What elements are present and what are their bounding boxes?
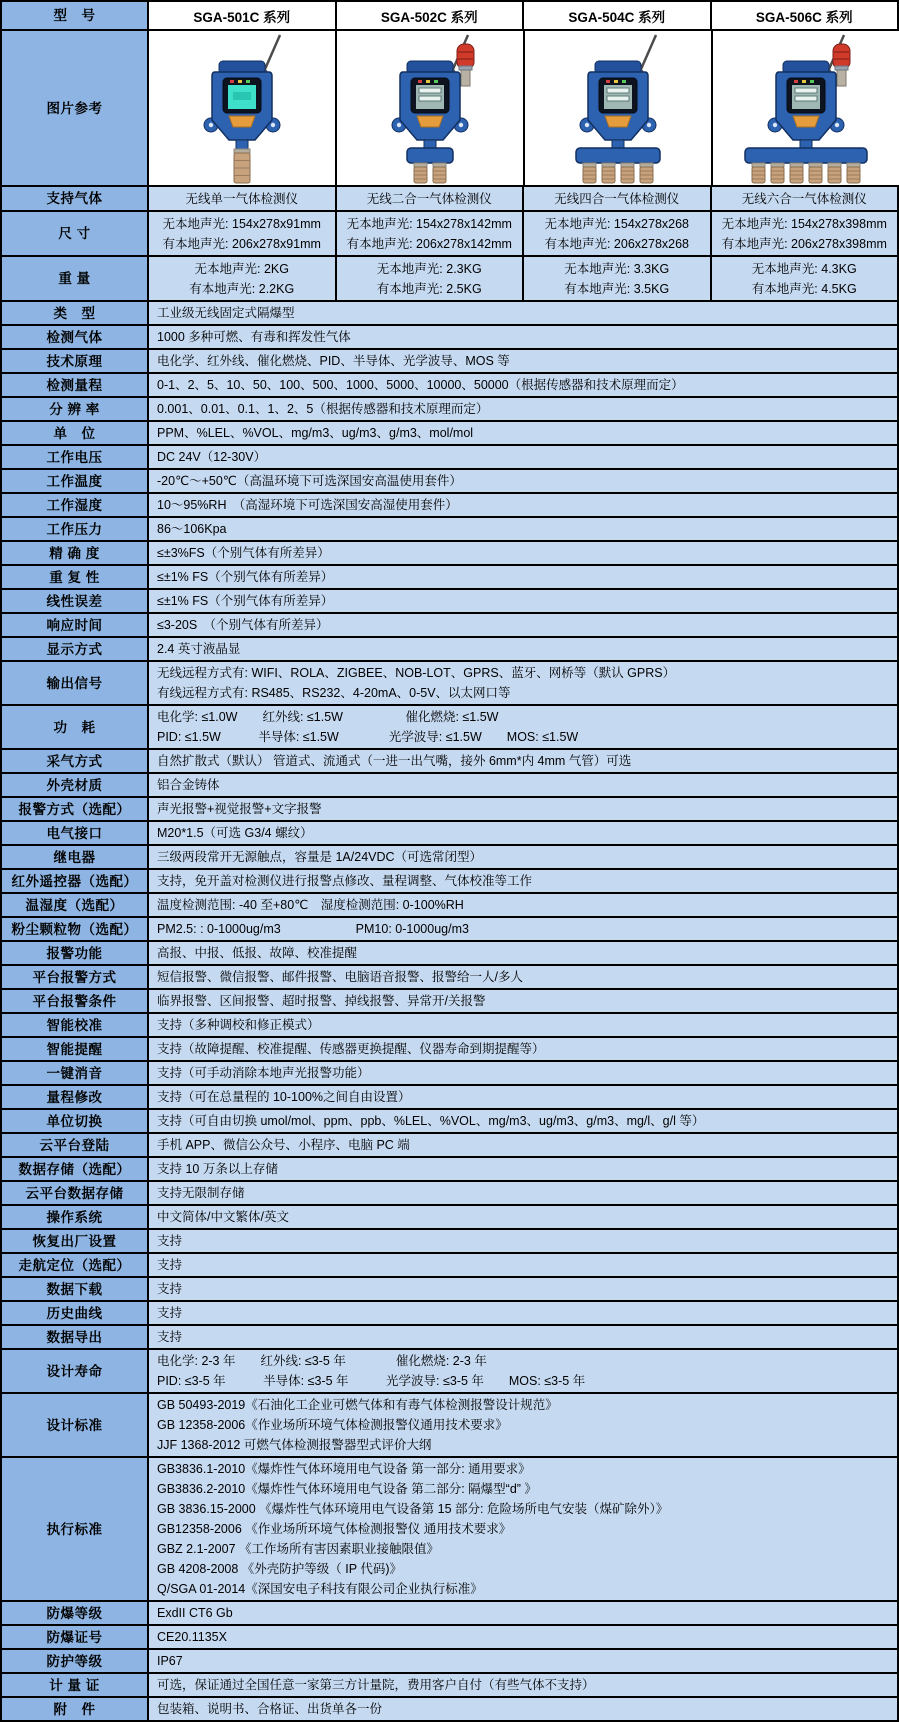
weight-value	[335, 257, 523, 300]
row-value	[147, 1626, 897, 1648]
value-line: 无本地声光: 154x278x398mm	[721, 216, 887, 231]
row-value	[147, 822, 897, 844]
row-value	[147, 1230, 897, 1252]
support-gas-value	[335, 187, 523, 210]
value-line: 包装箱、说明书、合格证、出货单各一份	[157, 1702, 383, 1716]
value-line: 高报、中报、低报、故障、校准提醒	[157, 946, 358, 960]
value-line: PID: ≤1.5W 半导体: ≤1.5W 光学波导: ≤1.5W MOS: ≤1.5W	[157, 730, 579, 744]
spec-row	[2, 492, 897, 516]
row-value	[147, 374, 897, 396]
value-line: GB12358-2006 《作业场所环境气体检测报警仪 通用技术要求》	[157, 1522, 512, 1536]
row-value	[147, 1326, 897, 1348]
value-line: 0-1、2、5、10、50、100、500、1000、5000、10000、50000（根据传感器和技术原理而定）	[157, 378, 684, 392]
value-line: 支持	[157, 1234, 183, 1248]
row-value	[147, 1302, 897, 1324]
value-line: 可选，保证通过全国任意一家第三方计量院，费用客户自付（有些气体不支持）	[157, 1678, 595, 1692]
row-value	[147, 846, 897, 868]
row-value	[147, 1698, 897, 1720]
spec-row	[2, 1180, 897, 1204]
spec-row	[2, 820, 897, 844]
row-label: 附 件	[2, 1698, 147, 1720]
value-line: 无线单一气体检测仪	[185, 191, 298, 206]
value-line: DC 24V（12-30V）	[157, 450, 267, 464]
row-value	[147, 614, 897, 636]
row-label: 显示方式	[2, 638, 147, 660]
spec-row	[2, 1648, 897, 1672]
model-header-sga-506c: SGA-506C 系列	[710, 2, 898, 29]
row-label: 走航定位（选配）	[2, 1254, 147, 1276]
value-line: 无本地声光: 2KG	[194, 261, 289, 276]
weight-row	[2, 255, 897, 300]
value-line: 无本地声光: 154x278x142mm	[346, 216, 512, 231]
value-line: 无本地声光: 154x278x268	[544, 216, 689, 231]
value-line: 工业级无线固定式隔爆型	[157, 306, 295, 320]
spec-row	[2, 1060, 897, 1084]
row-label: 功 耗	[2, 706, 147, 748]
product-image-cell	[335, 31, 523, 185]
row-value	[147, 1602, 897, 1624]
value-line: 无本地声光: 4.3KG	[751, 261, 857, 276]
spec-row	[2, 1228, 897, 1252]
value-line: ≤±1% FS（个别气体有所差异）	[157, 570, 334, 584]
row-label: 粉尘颗粒物（选配）	[2, 918, 147, 940]
row-label: 云平台数据存储	[2, 1182, 147, 1204]
value-line: GBZ 2.1-2007 《工作场所有害因素职业接触限值》	[157, 1542, 439, 1556]
value-line: PM2.5: : 0-1000ug/m3 PM10: 0-1000ug/m3	[157, 922, 469, 936]
value-line: 10～95%RH （高湿环境下可选深国安高湿使用套件）	[157, 498, 458, 512]
row-label: 计 量 证	[2, 1674, 147, 1696]
value-line: 有本地声光: 4.5KG	[751, 281, 857, 296]
row-value	[147, 1134, 897, 1156]
spec-row	[2, 1084, 897, 1108]
gas-detector-illustration	[337, 32, 523, 185]
support-gas-value	[710, 187, 898, 210]
value-line: Q/SGA 01-2014《深国安电子科技有限公司企业执行标准》	[157, 1582, 483, 1596]
weight-value	[710, 257, 898, 300]
row-value	[147, 518, 897, 540]
row-value	[147, 1254, 897, 1276]
row-value	[147, 326, 897, 348]
spec-row	[2, 940, 897, 964]
value-line: GB 3836.15-2000 《爆炸性气体环境用电气设备第 15 部分: 危险场所电气安装（煤矿除外）》	[157, 1502, 669, 1516]
spec-row	[2, 704, 897, 748]
value-line: 有本地声光: 206x278x398mm	[721, 236, 887, 251]
row-label: 历史曲线	[2, 1302, 147, 1324]
value-line: 有本地声光: 206x278x91mm	[162, 236, 321, 251]
row-label: 精 确 度	[2, 542, 147, 564]
row-label: 执行标准	[2, 1458, 147, 1600]
spec-row	[2, 324, 897, 348]
product-image-cell	[523, 31, 711, 185]
value-line: GB 50493-2019《石油化工企业可燃气体和有毒气体检测报警设计规范》	[157, 1398, 558, 1412]
row-label-model: 型 号	[2, 2, 147, 29]
spec-row	[2, 612, 897, 636]
spec-row	[2, 372, 897, 396]
support-gas-value	[147, 187, 335, 210]
row-label: 防爆证号	[2, 1626, 147, 1648]
value-line: 手机 APP、微信公众号、小程序、电脑 PC 端	[157, 1138, 410, 1152]
spec-row	[2, 1392, 897, 1456]
spec-row	[2, 1456, 897, 1600]
product-image-cell	[147, 31, 335, 185]
value-line: 电化学: 2-3 年 红外线: ≤3-5 年 催化燃烧: 2-3 年	[157, 1354, 487, 1368]
spec-row	[2, 1276, 897, 1300]
row-label: 报警功能	[2, 942, 147, 964]
spec-row	[2, 916, 897, 940]
row-value	[147, 470, 897, 492]
dimensions-value	[522, 212, 710, 255]
row-value	[147, 1458, 897, 1600]
value-line: 支持无限制存储	[157, 1186, 245, 1200]
row-label: 数据导出	[2, 1326, 147, 1348]
value-line: ExdII CT6 Gb	[157, 1606, 233, 1620]
value-line: 支持（可手动消除本地声光报警功能）	[157, 1066, 370, 1080]
value-line: 无线远程方式有: WIFI、ROLA、ZIGBEE、NOB-LOT、GPRS、蓝牙、网桥等（默认 GPRS）	[157, 666, 676, 680]
row-value	[147, 398, 897, 420]
row-value	[147, 662, 897, 704]
value-line: 有本地声光: 3.5KG	[564, 281, 670, 296]
row-value	[147, 918, 897, 940]
value-line: 支持	[157, 1330, 183, 1344]
value-line: 0.001、0.01、0.1、1、2、5（根据传感器和技术原理而定）	[157, 402, 489, 416]
value-line: 86～106Kpa	[157, 522, 227, 536]
value-line: 声光报警+视觉报警+文字报警	[157, 802, 322, 816]
spec-row	[2, 420, 897, 444]
value-line: 1000 多种可燃、有毒和挥发性气体	[157, 330, 351, 344]
row-label: 检测气体	[2, 326, 147, 348]
row-label: 重 复 性	[2, 566, 147, 588]
value-line: 无本地声光: 2.3KG	[376, 261, 482, 276]
gas-detector-illustration	[525, 32, 711, 185]
row-label: 工作湿度	[2, 494, 147, 516]
row-label: 防爆等级	[2, 1602, 147, 1624]
row-value	[147, 566, 897, 588]
spec-row	[2, 748, 897, 772]
row-value	[147, 542, 897, 564]
row-value	[147, 1206, 897, 1228]
value-line: 2.4 英寸液晶显	[157, 642, 241, 656]
row-value	[147, 1650, 897, 1672]
spec-row	[2, 1036, 897, 1060]
row-label: 工作压力	[2, 518, 147, 540]
row-label: 平台报警条件	[2, 990, 147, 1012]
value-line: 中文简体/中文繁体/英文	[157, 1210, 289, 1224]
row-label: 单 位	[2, 422, 147, 444]
spec-row	[2, 1624, 897, 1648]
spec-row	[2, 660, 897, 704]
spec-row	[2, 868, 897, 892]
spec-row	[2, 796, 897, 820]
gas-detector-illustration	[713, 32, 899, 185]
row-label: 线性误差	[2, 590, 147, 612]
row-value	[147, 590, 897, 612]
row-label: 智能校准	[2, 1014, 147, 1036]
value-line: ≤±1% FS（个别气体有所差异）	[157, 594, 334, 608]
dimensions-value	[710, 212, 898, 255]
spec-row	[2, 516, 897, 540]
value-line: 无线四合一气体检测仪	[554, 191, 680, 206]
row-label: 响应时间	[2, 614, 147, 636]
row-value	[147, 1674, 897, 1696]
value-line: ≤±3%FS（个别气体有所差异）	[157, 546, 330, 560]
value-line: 三级两段常开无源触点，容量是 1A/24VDC（可选常闭型）	[157, 850, 483, 864]
row-label-image: 图片参考	[2, 31, 147, 185]
row-label: 操作系统	[2, 1206, 147, 1228]
value-line: 支持（可在总量程的 10-100%之间自由设置）	[157, 1090, 411, 1104]
row-value	[147, 302, 897, 324]
spec-row	[2, 964, 897, 988]
row-label: 电气接口	[2, 822, 147, 844]
row-value	[147, 894, 897, 916]
spec-row	[2, 892, 897, 916]
value-line: 无本地声光: 154x278x91mm	[162, 216, 321, 231]
value-line: 有本地声光: 206x278x142mm	[346, 236, 512, 251]
row-label: 分 辨 率	[2, 398, 147, 420]
row-value	[147, 1062, 897, 1084]
row-value	[147, 1110, 897, 1132]
spec-row	[2, 564, 897, 588]
row-label: 继电器	[2, 846, 147, 868]
value-line: 电化学: ≤1.0W 红外线: ≤1.5W 催化燃烧: ≤1.5W	[157, 710, 499, 724]
value-line: CE20.1135X	[157, 1630, 227, 1644]
row-label: 采气方式	[2, 750, 147, 772]
row-label: 设计寿命	[2, 1350, 147, 1392]
row-label: 平台报警方式	[2, 966, 147, 988]
row-value	[147, 1158, 897, 1180]
row-value	[147, 638, 897, 660]
model-header-sga-502c: SGA-502C 系列	[335, 2, 523, 29]
row-label: 智能提醒	[2, 1038, 147, 1060]
row-value	[147, 706, 897, 748]
spec-row	[2, 772, 897, 796]
support-gas-value	[522, 187, 710, 210]
value-line: 有本地声光: 206x278x268	[544, 236, 689, 251]
value-line: 有本地声光: 2.5KG	[376, 281, 482, 296]
row-value	[147, 990, 897, 1012]
row-value	[147, 494, 897, 516]
row-label: 云平台登陆	[2, 1134, 147, 1156]
spec-row	[2, 844, 897, 868]
value-line: JJF 1368-2012 可燃气体检测报警器型式评价大纲	[157, 1438, 432, 1452]
spec-row	[2, 1156, 897, 1180]
value-line: GB 4208-2008 《外壳防护等级（ IP 代码)》	[157, 1562, 402, 1576]
row-label: 输出信号	[2, 662, 147, 704]
dimensions-value	[335, 212, 523, 255]
support-gas-row	[2, 185, 897, 210]
value-line: 自然扩散式（默认） 管道式、流通式（一进一出气嘴，接外 6mm*内 4mm 气管）可选	[157, 754, 632, 768]
row-label-support-gas: 支持气体	[2, 187, 147, 210]
value-line: 支持	[157, 1306, 183, 1320]
value-line: 短信报警、微信报警、邮件报警、电脑语音报警、报警给一人/多人	[157, 970, 523, 984]
row-value	[147, 966, 897, 988]
model-header-sga-504c: SGA-504C 系列	[522, 2, 710, 29]
value-line: 支持（故障提醒、校准提醒、传感器更换提醒、仪器寿命到期提醒等）	[157, 1042, 545, 1056]
row-value	[147, 942, 897, 964]
row-value	[147, 1394, 897, 1456]
row-label: 数据下载	[2, 1278, 147, 1300]
row-value	[147, 1014, 897, 1036]
weight-value	[147, 257, 335, 300]
value-line: GB3836.1-2010《爆炸性气体环境用电气设备 第一部分: 通用要求》	[157, 1462, 531, 1476]
spec-row	[2, 444, 897, 468]
value-line: 有本地声光: 2.2KG	[189, 281, 295, 296]
row-value	[147, 1182, 897, 1204]
row-label: 工作温度	[2, 470, 147, 492]
row-label: 技术原理	[2, 350, 147, 372]
spec-row	[2, 348, 897, 372]
spec-row	[2, 636, 897, 660]
spec-row	[2, 540, 897, 564]
row-label: 报警方式（选配）	[2, 798, 147, 820]
value-line: M20*1.5（可选 G3/4 螺纹）	[157, 826, 313, 840]
value-line: 支持，免开盖对检测仪进行报警点修改、量程调整、气体校准等工作	[157, 874, 533, 888]
dimensions-value	[147, 212, 335, 255]
value-line: 支持	[157, 1258, 183, 1272]
row-value	[147, 1038, 897, 1060]
row-label: 温湿度（选配）	[2, 894, 147, 916]
value-line: 温度检测范围: -40 至+80℃ 湿度检测范围: 0-100%RH	[157, 898, 464, 912]
row-label: 检测量程	[2, 374, 147, 396]
spec-row	[2, 1012, 897, 1036]
value-line: 支持 10 万条以上存储	[157, 1162, 278, 1176]
value-line: PPM、%LEL、%VOL、mg/m3、ug/m3、g/m3、mol/mol	[157, 426, 474, 440]
row-label: 单位切换	[2, 1110, 147, 1132]
value-line: PID: ≤3-5 年 半导体: ≤3-5 年 光学波导: ≤3-5 年 MOS: ≤3-5 年	[157, 1374, 586, 1388]
row-value	[147, 446, 897, 468]
spec-row	[2, 1324, 897, 1348]
value-line: 有线远程方式有: RS485、RS232、4-20mA、0-5V、以太网口等	[157, 686, 511, 700]
row-value	[147, 870, 897, 892]
value-line: 支持	[157, 1282, 183, 1296]
spec-row	[2, 300, 897, 324]
row-label: 外壳材质	[2, 774, 147, 796]
value-line: -20℃～+50℃（高温环境下可选深国安高温使用套件）	[157, 474, 462, 488]
value-line: ≤3-20S （个别气体有所差异）	[157, 618, 329, 632]
spec-row	[2, 1348, 897, 1392]
row-value	[147, 1350, 897, 1392]
row-label: 红外遥控器（选配）	[2, 870, 147, 892]
row-label: 防护等级	[2, 1650, 147, 1672]
spec-row	[2, 1696, 897, 1720]
model-header-sga-501c: SGA-501C 系列	[147, 2, 335, 29]
row-label: 设计标准	[2, 1394, 147, 1456]
value-line: 无本地声光: 3.3KG	[564, 261, 670, 276]
row-label: 一键消音	[2, 1062, 147, 1084]
row-value	[147, 774, 897, 796]
row-value	[147, 350, 897, 372]
row-value	[147, 750, 897, 772]
value-line: GB 12358-2006《作业场所环境气体检测报警仪通用技术要求》	[157, 1418, 508, 1432]
value-line: GB3836.2-2010《爆炸性气体环境用电气设备 第二部分: 隔爆型“d” 》	[157, 1482, 537, 1496]
spec-row	[2, 588, 897, 612]
value-line: 支持（多种调校和修正模式）	[157, 1018, 320, 1032]
spec-row	[2, 396, 897, 420]
row-value	[147, 1278, 897, 1300]
row-value	[147, 422, 897, 444]
spec-row	[2, 1108, 897, 1132]
row-label: 工作电压	[2, 446, 147, 468]
row-label: 类 型	[2, 302, 147, 324]
value-line: 无线六合一气体检测仪	[741, 191, 867, 206]
dimensions-row	[2, 210, 897, 255]
value-line: 临界报警、区间报警、超时报警、掉线报警、异常开/关报警	[157, 994, 486, 1008]
spec-row	[2, 1300, 897, 1324]
product-image-cell	[711, 31, 899, 185]
value-line: 电化学、红外线、催化燃烧、PID、半导体、光学波导、MOS 等	[157, 354, 510, 368]
row-label: 数据存储（选配）	[2, 1158, 147, 1180]
spec-row	[2, 468, 897, 492]
row-value	[147, 798, 897, 820]
row-label: 量程修改	[2, 1086, 147, 1108]
row-value	[147, 1086, 897, 1108]
image-row	[2, 29, 897, 185]
header-row	[2, 2, 897, 29]
weight-value	[522, 257, 710, 300]
spec-row	[2, 1204, 897, 1228]
value-line: 支持（可自由切换 umol/mol、ppm、ppb、%LEL、%VOL、mg/m3、ug/m3、g/m3、mg/l、g/l 等）	[157, 1114, 705, 1128]
row-label-dimensions: 尺 寸	[2, 212, 147, 255]
value-line: IP67	[157, 1654, 183, 1668]
spec-row	[2, 1672, 897, 1696]
spec-row	[2, 1252, 897, 1276]
row-label: 恢复出厂设置	[2, 1230, 147, 1252]
spec-row	[2, 1132, 897, 1156]
value-line: 铝合金铸体	[157, 778, 220, 792]
gas-detector-illustration	[149, 32, 335, 185]
row-label-weight: 重 量	[2, 257, 147, 300]
spec-row	[2, 988, 897, 1012]
value-line: 无线二合一气体检测仪	[366, 191, 492, 206]
